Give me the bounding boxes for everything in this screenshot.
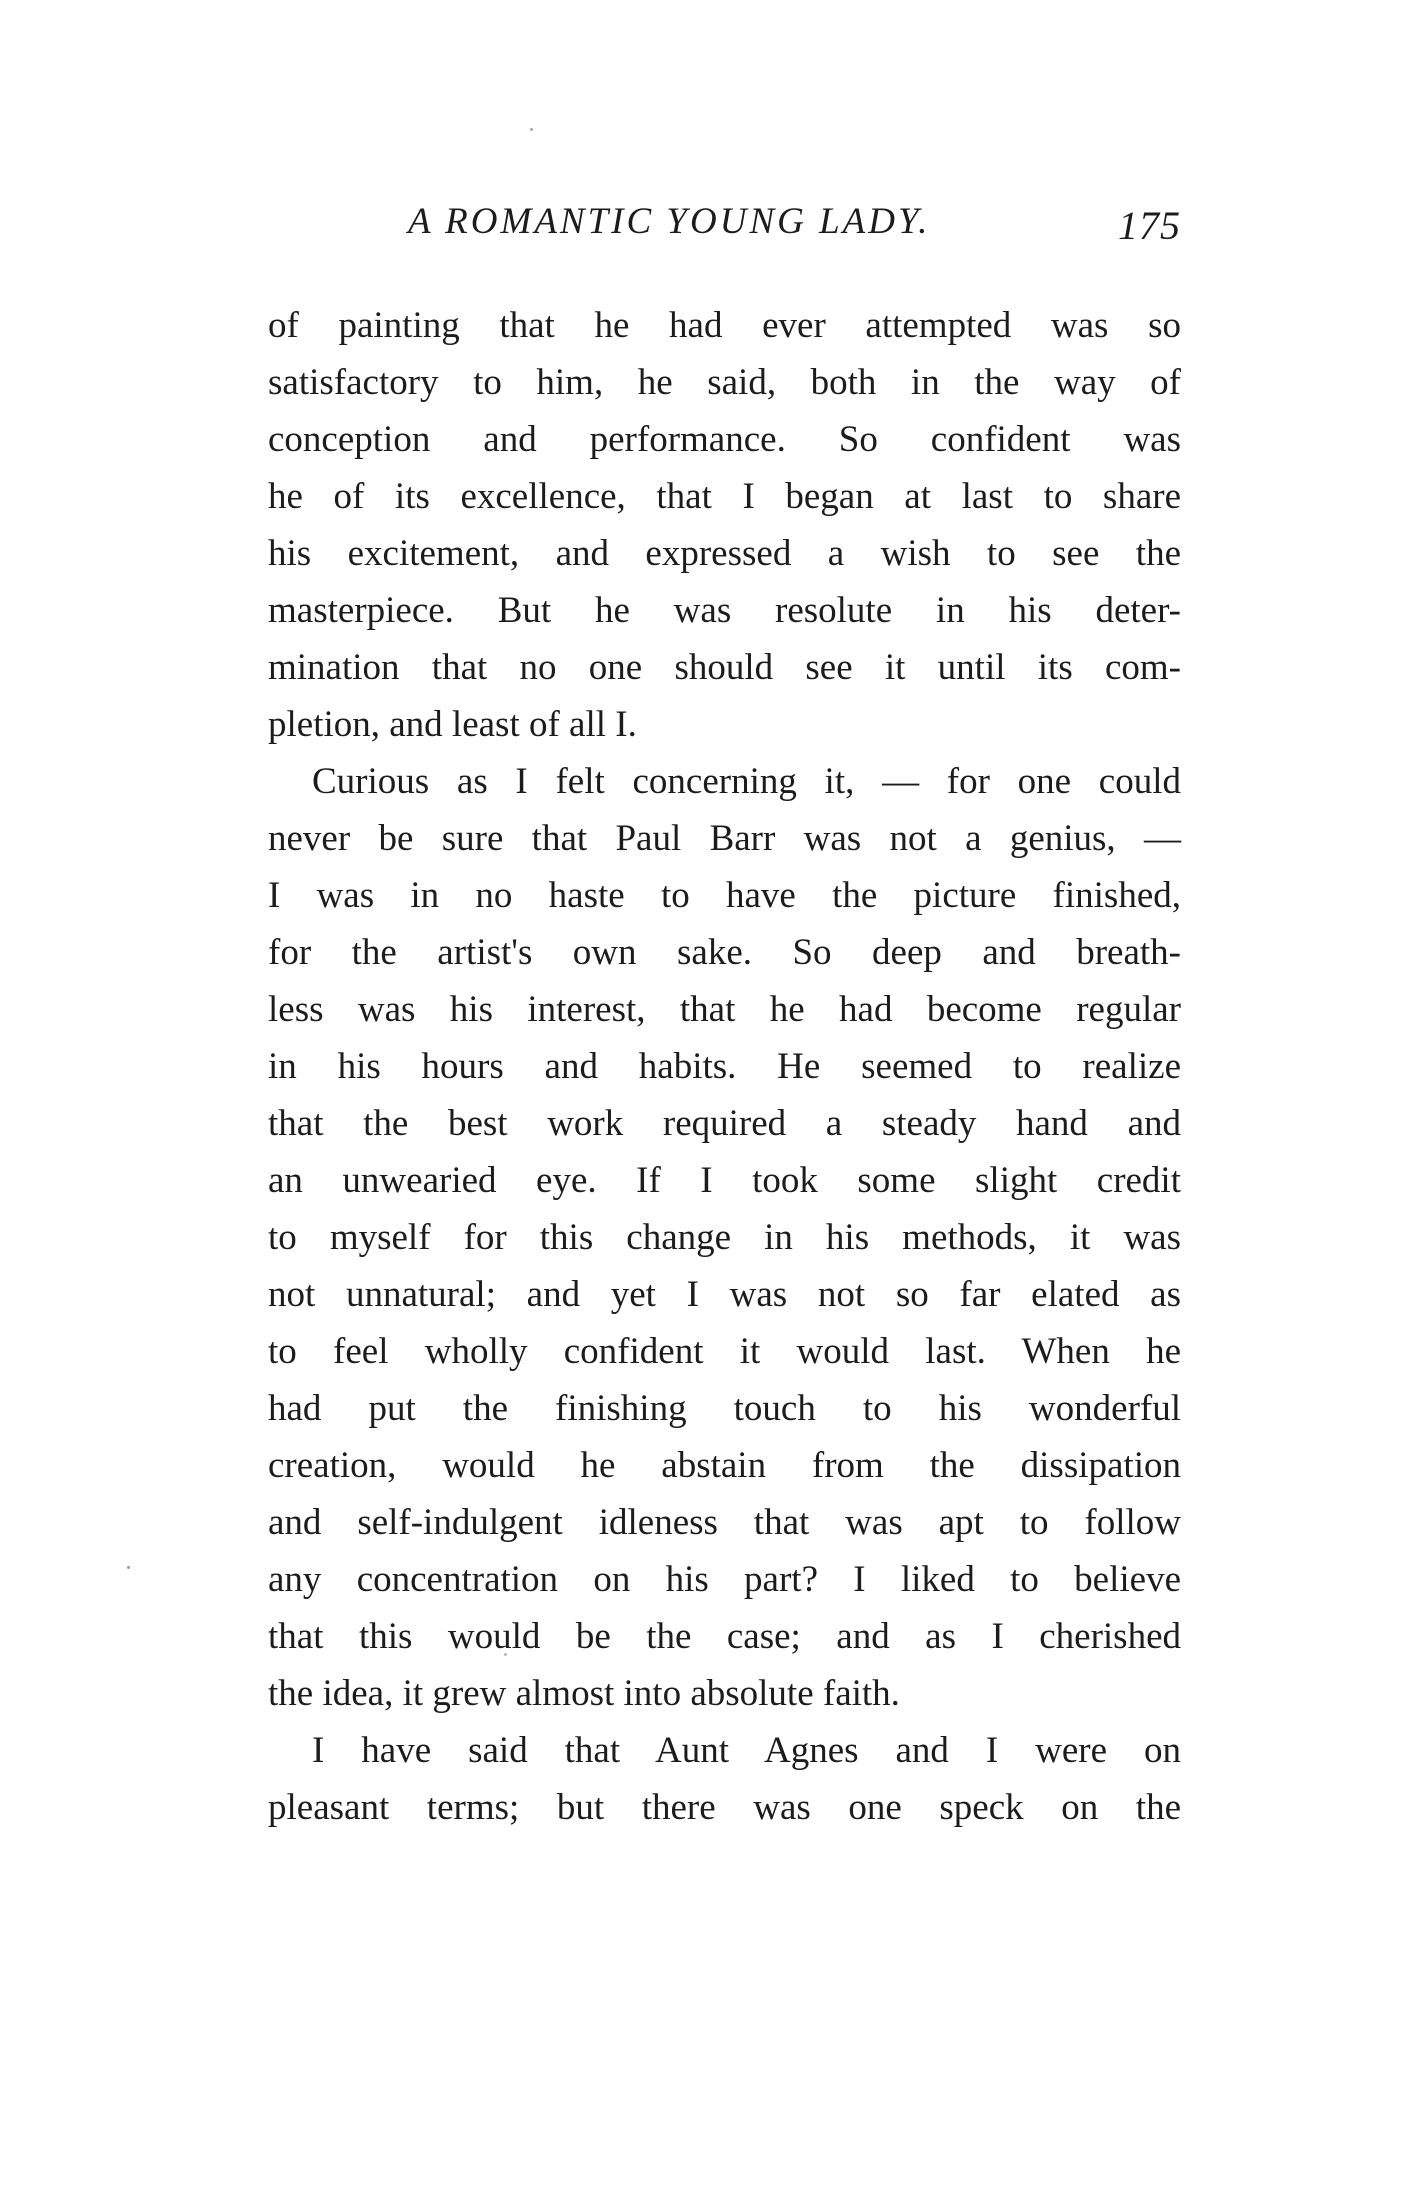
text-line: that the best work required a steady hand and [268,1103,1181,1144]
text-line: an unwearied eye. If I took some slight credit [268,1160,1181,1201]
text-line: creation, would he abstain from the dissipation [268,1445,1181,1486]
text-line: he of its excellence, that I began at last to share [268,476,1181,517]
text-line: any concentration on his part? I liked to believe [268,1559,1181,1600]
text-line: I have said that Aunt Agnes and I were on [312,1730,1181,1771]
body-text [268,297,1181,1836]
ink-speck [127,1566,130,1569]
text-line: never be sure that Paul Barr was not a genius, — [268,818,1181,859]
text-line: pleasant terms; but there was one speck on the [268,1787,1181,1828]
text-line: Curious as I felt concerning it, — for one could [312,761,1181,802]
text-line: had put the finishing touch to his wonderful [268,1388,1181,1429]
text-line: for the artist's own sake. So deep and breath- [268,932,1181,973]
text-line: and self-indulgent idleness that was apt to follow [268,1502,1181,1543]
paragraph [268,1722,1181,1836]
text-line: conception and performance. So confident was [268,419,1181,460]
text-line: mination that no one should see it until its com- [268,647,1181,688]
text-line: not unnatural; and yet I was not so far elated as [268,1274,1181,1315]
text-line: satisfactory to him, he said, both in the way of [268,362,1181,403]
paragraph [268,753,1181,1722]
text-line: less was his interest, that he had become regular [268,989,1181,1030]
text-line: masterpiece. But he was resolute in his deter- [268,590,1181,631]
text-line: that this would be the case; and as I cherished [268,1616,1181,1657]
text-line: his excitement, and expressed a wish to see the [268,533,1181,574]
paragraph [268,297,1181,753]
text-line: the idea, it grew almost into absolute faith. [268,1673,900,1714]
text-line: in his hours and habits. He seemed to realize [268,1046,1181,1087]
page-number: 175 [1118,203,1181,248]
text-line: pletion, and least of all I. [268,704,637,745]
text-line: I was in no haste to have the picture finished, [268,875,1181,916]
text-line: to myself for this change in his methods, it was [268,1217,1181,1258]
text-line: of painting that he had ever attempted was so [268,305,1181,346]
text-line: to feel wholly confident it would last. When he [268,1331,1181,1372]
ink-speck [530,128,533,131]
running-title: A ROMANTIC YOUNG LADY. [408,201,931,242]
running-head [268,192,1181,252]
